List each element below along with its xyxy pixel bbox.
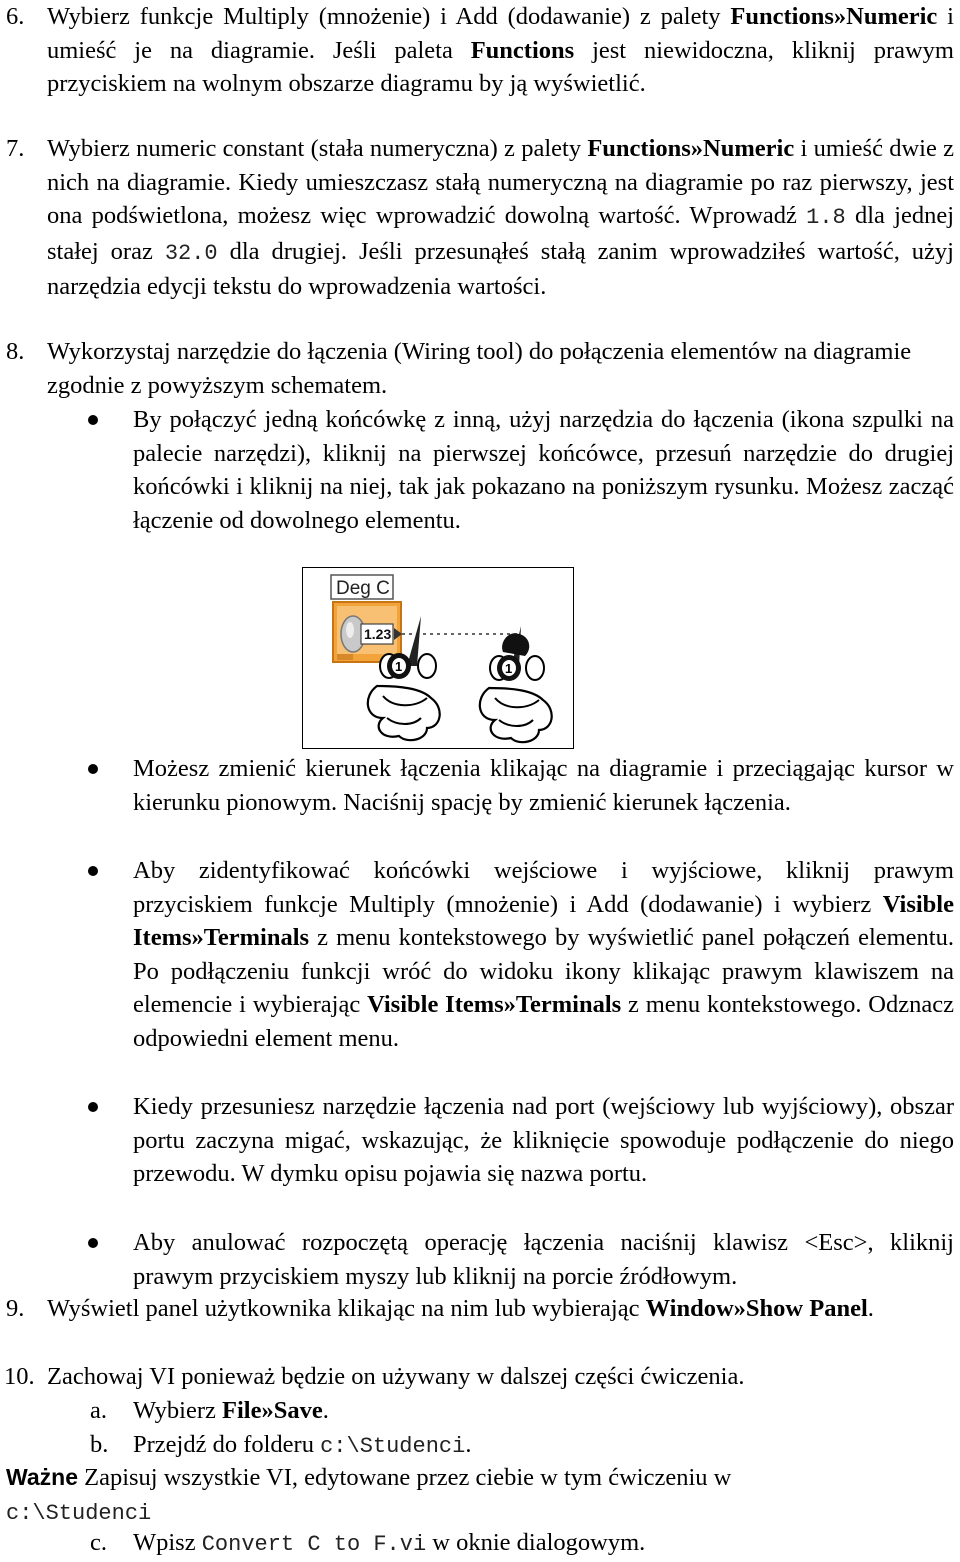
- bullet-text: Możesz zmienić kierunek łączenia klikając na diagramie i przeciągając kursor w kierunku pionowym. Naciśnij spację by zmienić kierunek łączenia.: [133, 755, 954, 816]
- substep-text: Wybierz File»Save.: [133, 1397, 329, 1424]
- bullet-icon: [88, 1102, 98, 1112]
- step-text: Zachowaj VI ponieważ będzie on używany w dalszej części ćwiczenia.: [47, 1363, 745, 1390]
- spool-cursor-icon: [480, 626, 552, 742]
- bullet-icon: [88, 866, 98, 876]
- terminal-label: Deg C: [336, 578, 390, 599]
- step-number: 10.: [4, 1363, 35, 1390]
- bullet-icon: [88, 415, 98, 425]
- bullet-text: Aby zidentyfikować końcówki wejściowe i wyjściowe, kliknij prawym przyciskiem funkcje Multiply (mnożenie) i Add (dodawanie) i wybierz Visible Items»Terminals z menu kontekstowego by wyświetlić panel połączeń elementu. Po podłączeniu funkcji wróć do widoku ikony klikając prawym klawiszem na elemencie i wybierając Visible Items»Terminals z menu kontekstowego. Odznacz odpowiedni element menu.: [133, 857, 954, 1052]
- substep-text: Wpisz Convert C to F.vi w oknie dialogowym.: [133, 1529, 646, 1557]
- note-text: Ważne Zapisuj wszystkie VI, edytowane przez ciebie w tym ćwiczeniu w c:\Studenci: [6, 1464, 732, 1526]
- svg-text:1: 1: [505, 661, 513, 676]
- step-number: 6.: [6, 3, 25, 30]
- bullet-text: Kiedy przesuniesz narzędzie łączenia nad port (wejściowy lub wyjściowy), obszar portu zaczyna migać, wskazując, że kliknięcie spowoduje podłączenie do niego przewodu. W dymku opisu pojawia się nazwa portu.: [133, 1093, 954, 1188]
- substep-number: a.: [90, 1397, 107, 1424]
- svg-text:1: 1: [395, 659, 403, 674]
- substep-text: Przejdź do folderu c:\Studenci.: [133, 1431, 472, 1459]
- step-text: Wyświetl panel użytkownika klikając na nim lub wybierając Window»Show Panel.: [47, 1295, 874, 1322]
- bullet-icon: [88, 764, 98, 774]
- numeric-value: 1.23: [364, 626, 392, 642]
- substep-number: c.: [90, 1529, 107, 1556]
- bullet-text: By połączyć jedną końcówkę z inną, użyj narzędzia do łączenia (ikona szpulki na palecie narzędzi), kliknij na pierwszej końcówce, przesuń narzędzie do drugiej końcówki i kliknij na niej, tak jak pokazano na poniższym rysunku. Możesz zacząć łączenie od dowolnego elementu.: [133, 406, 954, 534]
- step-number: 9.: [6, 1295, 25, 1322]
- bullet-text: Aby anulować rozpoczętą operację łączenia naciśnij klawisz <Esc>, kliknij prawym przyciskiem myszy lub kliknij na porcie źródłowym.: [133, 1229, 954, 1290]
- wiring-figure: [302, 567, 574, 749]
- bullet-icon: [88, 1238, 98, 1248]
- wiring-illustration: [303, 568, 574, 749]
- substep-number: b.: [90, 1431, 109, 1458]
- step-text: Wykorzystaj narzędzie do łączenia (Wiring tool) do połączenia elementów na diagramie zgodnie z powyższym schematem.: [47, 338, 912, 399]
- step-number: 7.: [6, 135, 25, 162]
- step-text: Wybierz numeric constant (stała numeryczna) z palety Functions»Numeric i umieść dwie z nich na diagramie. Kiedy umieszczasz stałą numeryczną na diagramie po raz pierwszy, jest ona podświetlona, możesz więc wprowadzić dowolną wartość. Wprowadź 1.8 dla jednej stałej oraz 32.0 dla drugiej. Jeśli przesunąłeś stałą zanim wprowadziłeś wartość, użyj narzędzia edycji tekstu do wprowadzenia wartości.: [47, 135, 955, 301]
- step-text: Wybierz funkcje Multiply (mnożenie) i Add (dodawanie) z palety Functions»Numeric i umieść je na diagramie. Jeśli paleta Functions jest niewidoczna, kliknij prawym przyciskiem na wolnym obszarze diagramu by ją wyświetlić.: [47, 3, 954, 98]
- step-number: 8.: [6, 338, 25, 365]
